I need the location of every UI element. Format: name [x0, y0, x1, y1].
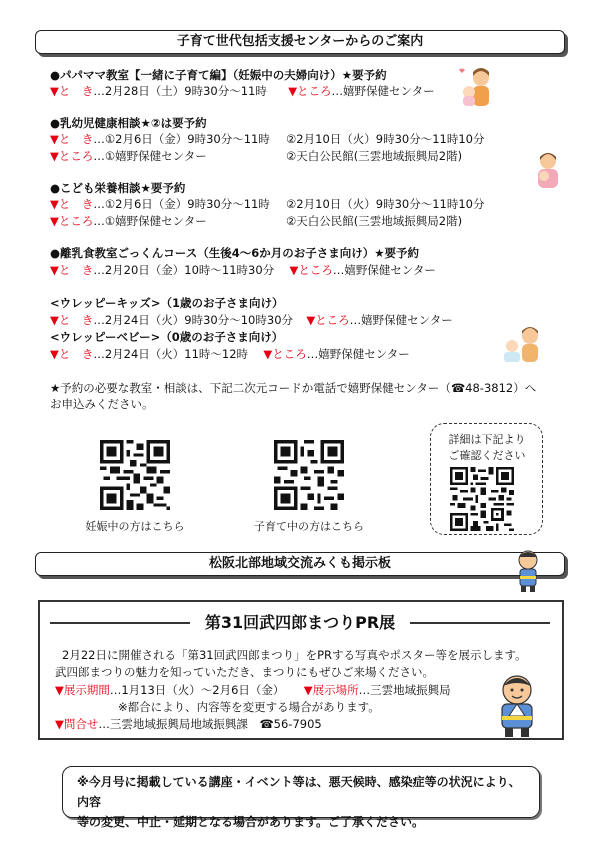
takeshiro-character-illustration [488, 672, 546, 738]
disclaimer-notice [62, 766, 540, 829]
nutrition-title: ●こども栄養相談★要予約 [50, 181, 186, 195]
kids-title: <ウレッピーキッズ>（1歳のお子さま向け） [50, 296, 284, 310]
period-label: ▼展示期間 [55, 683, 110, 697]
where-label: ▼ところ [50, 149, 94, 163]
festival-period: …1月13日（火）～2月6日（金） [109, 683, 285, 697]
mother-holding-baby-illustration [528, 150, 566, 190]
infant-where-1: …①嬉野保健センター [93, 149, 207, 163]
baby-when: …2月24日（火）11時～12時 [93, 347, 249, 361]
festival-place: …三雲地域振興局 [358, 683, 451, 697]
reservation-note-line-1: ★予約の必要な教室・相談は、下記二次元コードか電話で嬉野保健センター（☎48-3812）へ [50, 381, 537, 395]
notice-line-1: ※今月号に掲載している講座・イベント等は、悪天候時、感染症等の状況により、内容 [77, 775, 521, 809]
qr-code-pregnant[interactable] [100, 440, 170, 510]
kids-details [50, 313, 453, 328]
festival-contact-row [55, 717, 322, 732]
infant-when-2: ②2月10日（火）9時30分～11時10分 [286, 132, 485, 146]
details-caption [432, 432, 542, 464]
when-label: ▼と き [50, 197, 94, 211]
papamama-details [50, 84, 435, 99]
festival-title-row [50, 612, 550, 634]
infant-when-1: …①2月6日（金）9時30分～11時 [93, 132, 270, 146]
infant-where-row [50, 149, 207, 164]
qr-code-details[interactable] [450, 467, 514, 531]
parents-with-baby-illustration [455, 66, 495, 110]
nutrition-when-row [50, 197, 270, 212]
title-rule-left [50, 622, 190, 624]
details-caption-line-2: ご確認ください [448, 449, 526, 462]
where-label: ▼ところ [289, 263, 333, 277]
festival-body-2: 武四郎まつりの魅力を知っていただき、まつりにもぜひご来場ください。 [55, 665, 435, 679]
when-label: ▼と き [50, 132, 94, 146]
weaning-where: …嬉野保健センター [332, 263, 436, 277]
nutrition-where-row [50, 214, 207, 229]
where-label: ▼ところ [306, 313, 350, 327]
details-caption-line-1: 詳細は下記より [448, 433, 526, 446]
when-label: ▼と き [50, 263, 94, 277]
infant-where-2: ②天白公民館(三雲地域振興局2階) [286, 149, 463, 163]
qr-code-pattern [274, 440, 344, 510]
qr-caption-parenting: 子育て中の方はこちら [254, 520, 364, 533]
contact-label: ▼問合せ [55, 717, 99, 731]
infant-when-row [50, 132, 270, 147]
qr-code-parenting[interactable] [274, 440, 344, 510]
notice-line-2: 等の変更、中止・延期となる場合があります。ご了承ください。 [77, 815, 425, 829]
child-eating-illustration [500, 324, 544, 364]
festival-note: ※都合により、内容等を変更する場合があります。 [118, 700, 380, 714]
weaning-details [50, 263, 436, 278]
section-header-support-center: 子育て世代包括支援センターからのご案内 [35, 30, 565, 54]
festival-title: 第31回武四郎まつりPR展 [204, 613, 396, 632]
when-label: ▼と き [50, 347, 94, 361]
when-label: ▼と き [50, 313, 94, 327]
festival-period-row [55, 683, 451, 698]
baby-where: …嬉野保健センター [306, 347, 410, 361]
festival-contact: …三雲地域振興局地域振興課 ☎56-7905 [98, 717, 322, 731]
nutrition-where-1: …①嬉野保健センター [93, 214, 207, 228]
kids-where: …嬉野保健センター [349, 313, 453, 327]
when-label: ▼と き [50, 84, 94, 98]
mascot-character-illustration [510, 548, 546, 592]
nutrition-where-2: ②天白公民館(三雲地域振興局2階) [286, 214, 463, 228]
festival-body-1: 2月22日に開催される「第31回武四郎まつり」をPRする写真やポスター等を展示します。 [62, 648, 527, 662]
reservation-note-line-2: お申込みください。 [50, 397, 154, 411]
papamama-where: …嬉野保健センター [331, 84, 435, 98]
nutrition-when-2: ②2月10日（火）9時30分～11時10分 [286, 197, 485, 211]
place-label: ▼展示場所 [303, 683, 359, 697]
title-rule-right [410, 622, 550, 624]
infant-title: ●乳幼児健康相談★②は要予約 [50, 116, 207, 130]
weaning-title: ●離乳食教室ごっくんコース（生後4～6か月のお子さま向け）★要予約 [50, 246, 420, 260]
where-label: ▼ところ [50, 214, 94, 228]
papamama-when: …2月28日（土）9時30分～11時 [93, 84, 267, 98]
qr-code-pattern [100, 440, 170, 510]
baby-title: <ウレッピーベビー>（0歳のお子さま向け） [50, 330, 284, 344]
nutrition-when-1: …①2月6日（金）9時30分～11時 [93, 197, 270, 211]
where-label: ▼ところ [288, 84, 332, 98]
papamama-title: ●パパママ教室【一緒に子育て編】（妊娠中の夫婦向け）★要予約 [50, 68, 387, 82]
kids-when: …2月24日（火）9時30分～10時30分 [93, 313, 294, 327]
section-header-bulletin-board: 松阪北部地域交流みくも掲示板 [35, 552, 565, 576]
weaning-when: …2月20日（金）10時～11時30分 [93, 263, 275, 277]
where-label: ▼ところ [263, 347, 307, 361]
qr-caption-pregnant: 妊娠中の方はこちら [85, 520, 185, 533]
qr-code-pattern [450, 467, 514, 531]
baby-details [50, 347, 410, 362]
